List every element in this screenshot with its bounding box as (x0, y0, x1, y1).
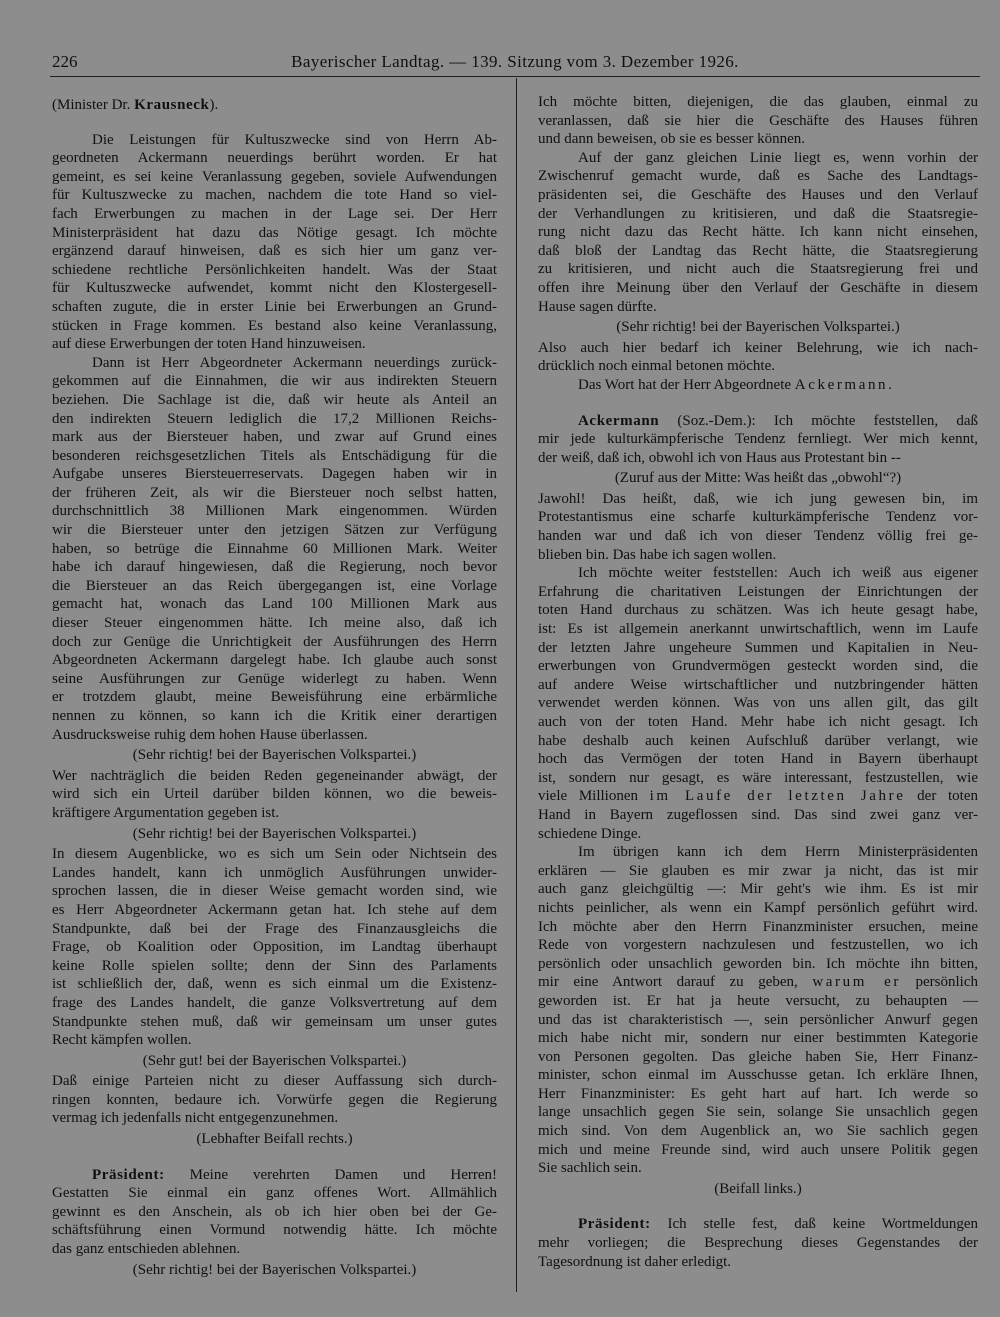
text-line: schiedene rechtliche Persönlichkeiten handelt. Was der Staat (52, 261, 497, 278)
speech-block (538, 412, 978, 468)
interjection (538, 318, 978, 337)
text-line: seine Ausführungen zur Genüge widerlegt zu haben. Wenn (52, 670, 497, 687)
text-line: (Zuruf aus der Mitte: Was heißt das „obwohl“?) (614, 470, 902, 487)
paragraph (538, 843, 978, 1178)
text-line: Standpunkte, daß bei der Frage des Finanzausgleichs die (52, 920, 497, 937)
left-column (52, 96, 497, 1281)
speaker-name: Ackermann (578, 412, 660, 429)
text-line: fach Erwerbungen zu machen in der Lage sei. Der Herr (52, 205, 497, 222)
text-line: Protestantismus eine scharfe kulturkämpferische Tendenz vor- (538, 509, 978, 526)
text-line: Im übrigen kann ich dem Herrn Ministerpräsidenten (578, 844, 978, 861)
text-line: drücklich noch einmal betonen möchte. (538, 358, 776, 375)
emphasized-text: Ackermann (794, 376, 889, 393)
text-line: verwendet werden können. Was von uns allen gilt, das gilt (538, 695, 978, 712)
paragraph (52, 354, 497, 744)
text-line: veranlassen, daß sie hier die Geschäfte des Hauses führen (538, 112, 978, 129)
text-line: und dann beweisen, ob sie es besser können. (538, 131, 806, 148)
text-line: schiedene Dinge. (538, 825, 642, 842)
text-line: auf andere Weise wirtschaftlicher und nutzbringender hätten (538, 676, 978, 693)
text-line: durchschnittlich 38 Millionen Mark eingenommen. Würden (52, 503, 497, 520)
text-line: Wer nachträglich die beiden Reden gegeneinander abwägt, der (52, 767, 497, 784)
text-line (538, 1215, 978, 1234)
text-line: Dann ist Herr Abgeordneter Ackermann neuerdings zurück- (92, 354, 497, 371)
text-line: der letzten Jahre ungeheure Summen und Kapitalien in Neu- (538, 639, 978, 656)
text-line: (Sehr gut! bei der Bayerischen Volkspartei.) (142, 1052, 407, 1069)
text-line: (Sehr richtig! bei der Bayerischen Volkspartei.) (132, 825, 417, 842)
text-line: Also auch hier bedarf ich keiner Belehrung, wie ich nach- (538, 339, 978, 356)
text-segment: ). (209, 97, 219, 113)
text-line: auch von der toten Hand. Mehr habe ich nicht gesagt. Ich (538, 714, 978, 730)
paragraph (538, 376, 978, 395)
text-line: rung nicht dazu das Recht hätte. Ich kann nicht einsehen, (538, 224, 978, 241)
text-segment: (Minister Dr. (52, 97, 135, 113)
text-line: erklären — Sie glauben es mir zwar ja nicht, das ist mir (538, 862, 978, 879)
text-line: daß bloß der Landtag das Recht hätte, die Staatsregierung (538, 242, 978, 259)
text-line: für Kultuszwecke zu machen, nachdem die tote Hand so viel- (52, 187, 497, 204)
text-line: Gestatten Sie einmal ein ganz offenes Wort. Allmählich (52, 1185, 497, 1202)
text-line: wir die Biersteuer unter den jetzigen Sätzen zur Verfügung (52, 522, 497, 539)
text-line: haben, so betrüge die Einnahme 60 Millionen Mark. Weiter (52, 540, 497, 557)
interjection (52, 1130, 497, 1149)
text-line: sprochen lassen, die in dieser Weise gemacht worden sind, wie (52, 883, 497, 900)
text-segment: Meine verehrten Damen und Herren! (164, 1166, 497, 1183)
text-line: erwerbungen von Grundvermögen gesteckt worden sind, die (538, 658, 978, 675)
text-line: die Biersteuer an das Reich übergegangen ist, eine Vorlage (52, 577, 497, 594)
text-line: ist, sondern nur gesagt, es wäre interessant, festzustellen, wie (538, 769, 978, 786)
text-line (538, 787, 978, 806)
text-line: geworden ist. Er hat ja heute versucht, zu behaupten — (538, 992, 978, 1009)
text-line: (Sehr richtig! bei der Bayerischen Volkspartei.) (132, 747, 417, 764)
text-line: mehr vorliegen; die Besprechung dieses Gegenstandes der (538, 1235, 978, 1252)
text-line: mich sind. Von dem Augenblick an, wo Sie sachlich gegen (538, 1123, 978, 1140)
text-line (52, 1166, 497, 1185)
speaker-name: Krausneck (134, 97, 210, 113)
text-line: Tagesordnung ist daher erledigt. (538, 1253, 732, 1270)
text-segment: mir eine Antwort darauf zu geben, (538, 974, 813, 991)
text-line (538, 376, 978, 395)
text-line: toten Hand durchaus zu schätzen. Was ich heute gesagt habe, (538, 602, 978, 619)
text-line: In diesem Augenblicke, wo es sich um Sein oder Nichtsein des (52, 846, 497, 863)
text-line: wird sich ein Urteil darüber bilden können, wo die beweis- (52, 786, 497, 803)
text-line: auf diese Erwerbungen der toten Hand hinzuweisen. (52, 336, 366, 353)
text-line: mich und meine Freunde sind, wird auch unsere Politik gegen (538, 1141, 978, 1158)
text-line: persönlich oder unsachlich geworden bin. Ich möchte ihn bitten, (538, 955, 978, 972)
text-line: kräftigere Argumentation gegeben ist. (52, 804, 280, 821)
emphasized-text: warum er (812, 974, 901, 991)
text-line: keine Rolle spielen sollte; denn der Sinn des Parlaments (52, 957, 497, 974)
running-title: Bayerischer Landtag. — 139. Sitzung vom 3. Dezember 1926. (291, 52, 739, 71)
text-line: Ich möchte weiter feststellen: Auch ich weiß aus eigener (578, 565, 978, 582)
text-line: Herr Finanzminister: Es geht hart auf hart. Ich werde so (538, 1085, 978, 1102)
text-line: Die Leistungen für Kultuszwecke sind von Herrn Ab- (92, 131, 497, 148)
text-line: blieben bin. Das habe ich sagen wollen. (538, 546, 777, 563)
text-line: Erfahrung die charitativen Leistungen der Einrichtungen der (538, 583, 978, 600)
text-line: mark aus der Biersteuer haben, und zwar auf Grund eines (52, 429, 497, 446)
text-line: dieser Steuer eingenommen hätte. Ich meine also, daß ich (52, 615, 497, 632)
text-line: doch zur Genüge die Unrichtigkeit der Ausführungen des Herrn (52, 633, 497, 650)
paragraph (538, 339, 978, 376)
text-line: (Beifall links.) (714, 1180, 802, 1197)
text-line: Ausdrucksweise ruhig dem hohen Hause überlassen. (52, 726, 368, 743)
text-line: besonderen reichsgesetzlichen Titels als Entschädigung für die (52, 447, 497, 464)
page-number: 226 (52, 52, 78, 71)
interjection (52, 825, 497, 844)
text-segment: (Soz.-Dem.): Ich möchte feststellen, daß (659, 412, 978, 429)
text-line: Abgeordneten Ackermann dargelegt habe. Ich glaube auch sonst (52, 652, 497, 669)
paragraph (52, 845, 497, 1050)
text-line: er trotzdem glaubt, meine Beweisführung eine erbärmliche (52, 689, 497, 706)
text-line: mich habe nicht mir, sondern nur einer bestimmten Kategorie (538, 1030, 978, 1047)
text-line: Sie sachlich sein. (538, 1160, 642, 1177)
paragraph (538, 490, 978, 564)
text-line: Hand in Bayern zugeflossen sind. Das sind zwei ganz ver- (538, 806, 978, 823)
text-line (52, 96, 497, 115)
text-line: minister, schon einmal im Ausschusse getan. Ich erkläre Ihnen, (538, 1067, 978, 1084)
text-segment: Das Wort hat der Herr Abgeordnete (578, 376, 795, 393)
text-line: hoch das Vermögen der toten Hand in Bayern überhaupt (538, 751, 978, 768)
interjection (52, 1052, 497, 1071)
right-column (538, 93, 978, 1271)
text-line: Frage, ob Koalition oder Opposition, im Landtag überhaupt (52, 939, 497, 956)
interjection (538, 469, 978, 488)
speech-block (52, 1166, 497, 1259)
text-line: Ich möchte bitten, diejenigen, die das glauben, einmal zu (538, 94, 978, 110)
text-line: der Verhandlungen zu kritisieren, und daß die Staatsregie- (538, 205, 978, 222)
text-line: Zwischenruf gemacht wurde, daß es Sache des Landtags- (538, 168, 978, 185)
text-line: gewinnt es den Anschein, als ob ich hier oben bei der Ge- (52, 1203, 497, 1220)
text-line: Jawohl! Das heißt, daß, wie ich jung gewesen bin, im (538, 490, 978, 507)
text-line: der früheren Zeit, als wir die Biersteuer noch selbst hatten, (52, 484, 497, 501)
header-rule (50, 76, 980, 77)
text-segment: persönlich (900, 974, 979, 991)
text-line: Hause sagen dürfte. (538, 298, 657, 315)
paragraph (538, 149, 978, 316)
interjection (52, 1261, 497, 1280)
text-line: es Herr Abgeordneter Ackermann getan hat. Ich stehe auf dem (52, 901, 497, 918)
emphasized-text: im Laufe der letzten Jahre (649, 788, 906, 805)
text-line: lange unsachlich gegen Sie sein, solange Sie unsachlich gegen (538, 1104, 978, 1121)
speech-block (538, 1215, 978, 1271)
text-line: stücken in Frage kommen. Es bestand also keine Veranlassung, (52, 317, 497, 334)
text-line: gemacht hat, wonach das Land 100 Millionen Mark aus (52, 596, 497, 613)
text-line: das ganz entschieden ablehnen. (52, 1241, 241, 1258)
text-line: ringen konnten, bedaure ich. Vorwürfe gegen die Regierung (52, 1091, 497, 1108)
text-line: habe ich darauf hingewiesen, daß die Regierung, noch bevor (52, 559, 497, 576)
text-segment: viele Millionen (538, 788, 650, 805)
text-line: Auf der ganz gleichen Linie liegt es, wenn vorhin der (578, 149, 978, 166)
text-line: Ministerpräsident hat dazu das Nötige gesagt. Ich möchte (52, 224, 497, 241)
text-line: Landes handelt, kann ich unmöglich Ausführungen unwider- (52, 864, 497, 881)
text-line: schaften zugute, die in erster Linie bei Erwerbungen an Grund- (52, 298, 497, 315)
text-line: Recht kämpfen wollen. (52, 1032, 192, 1049)
text-line: ist: Es ist allgemein anerkannt unwirtschaftlich, wenn im Laufe (538, 621, 978, 638)
text-line: offen ihre Meinung über den Verlauf der Geschäfte in diesem (538, 279, 978, 296)
column-divider (516, 78, 517, 1292)
text-line: ist schließlich der, daß, wenn es sich einmal um die Existenz- (52, 976, 497, 993)
text-line: geordneten Ackermann neuerdings berührt worden. Er hat (52, 150, 497, 167)
text-line: von Personen gegolten. Das gleiche haben Sie, Herr Finanz- (538, 1048, 978, 1065)
text-line: gemeint, es sei keine Veranlassung gegeben, soviele Aufwendungen (52, 168, 497, 185)
text-line: vermag ich jedenfalls nicht entgegenzunehmen. (52, 1110, 339, 1127)
text-line: Rede von vorgestern nachzulesen und festzustellen, wo ich (538, 937, 978, 954)
speaker-heading (52, 96, 497, 115)
text-line: habe deshalb auch keinen Aufschluß darüber verlangt, wie (538, 732, 978, 749)
text-line: Standpunkte stehen muß, daß wir gemeinsam um unser gutes (52, 1013, 497, 1030)
text-line: ergänzend darauf hinweisen, daß es sich hier um ganz ver- (52, 243, 497, 260)
text-line: schäftsführung einen Vormund notwendig hätte. Ich möchte (52, 1222, 497, 1239)
interjection (52, 746, 497, 765)
paragraph (538, 564, 978, 843)
text-line: Daß einige Parteien nicht zu dieser Auffassung sich durch- (52, 1073, 497, 1090)
text-segment: . (888, 376, 892, 393)
text-line: nennen zu können, so kann ich die Kritik einer derartigen (52, 708, 497, 724)
text-segment: der toten (905, 788, 978, 805)
text-line: nichts peinlicher, als wenn ein Kampf persönlich geführt wird. (538, 899, 978, 916)
speaker-name: Präsident: (578, 1216, 651, 1233)
text-line: mir jede kulturkämpferische Tendenz fernliegt. Wer mich kennt, (538, 431, 978, 448)
text-line: Ich möchte aber den Herrn Finanzminister ersuchen, meine (538, 918, 978, 935)
speaker-name: Präsident: (92, 1166, 165, 1183)
paragraph (52, 767, 497, 823)
text-line: zu kritisieren, und nicht auch die Staatsregierung frei und (538, 261, 978, 278)
text-line: präsidenten sei, die Geschäfte des Hauses und den Verlauf (538, 186, 978, 203)
paragraph (52, 1072, 497, 1128)
text-line: den indirekten Steuern lediglich die 17,2 Millionen Reichs- (52, 410, 497, 427)
text-line: (Sehr richtig! bei der Bayerischen Volkspartei.) (616, 319, 900, 336)
paragraph (52, 131, 497, 354)
text-segment: Ich stelle fest, daß keine Wortmeldungen (650, 1216, 978, 1233)
paragraph (538, 93, 978, 149)
text-line: handen war und daß ich von dieser Tendenz völlig frei ge- (538, 528, 978, 545)
text-line: Aufgabe unseres Biersteuerreservats. Dagegen haben wir in (52, 466, 497, 483)
text-line: frage des Landes handelt, die ganze Volksvertretung auf dem (52, 994, 497, 1011)
text-line: (Sehr richtig! bei der Bayerischen Volkspartei.) (132, 1261, 417, 1278)
text-line: und das ist charakteristisch —, sein persönlicher Anwurf gegen (538, 1011, 978, 1028)
text-line: auch ganz gleichgültig —: Mir geht's wie ihm. Es ist mir (538, 881, 978, 898)
text-line (538, 973, 978, 992)
text-line: (Lebhafter Beifall rechts.) (196, 1131, 353, 1148)
interjection (538, 1180, 978, 1199)
text-line (538, 412, 978, 431)
text-line: beziehen. Die Sachlage ist die, daß wir heute als Anteil an (52, 391, 497, 408)
text-line: für Kultuszwecke aufwendet, kommt nicht den Klostergesell- (52, 280, 497, 297)
text-line: der weiß, daß ich, obwohl ich von Haus aus Protestant bin -- (538, 449, 901, 466)
text-line: gekommen auf die Einnahmen, die wir aus indirekten Steuern (52, 373, 497, 390)
